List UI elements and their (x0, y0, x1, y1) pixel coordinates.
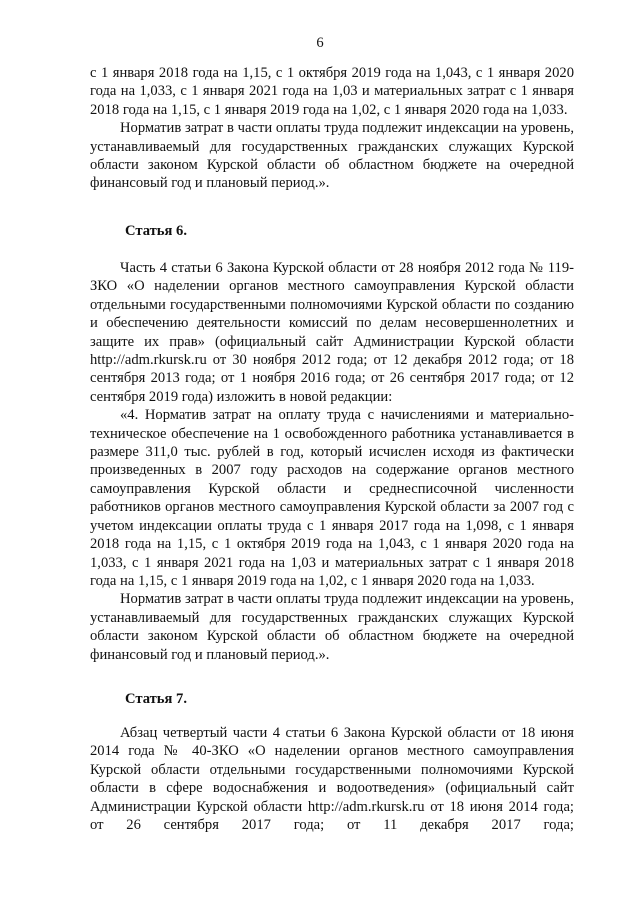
article-6-intro: Часть 4 статьи 6 Закона Курской области от 28 ноября 2012 года № 119-ЗКО «О наделении органов местного самоуправления Курской области отдельными государственными полномочиями Курской области по созданию и обеспечению деятельности комиссий по делам несовершеннолетних и защите их прав» (официальный сайт Администрации Курской области http://adm.rkursk.ru от 30 ноября 2012 года; от 12 декабря 2012 года; от 18 сентября 2013 года; от 1 ноября 2016 года; от 26 сентября 2017 года; от 12 сентября 2019 года) изложить в новой редакции: (90, 260, 574, 405)
article-7-intro: Абзац четвертый части 4 статьи 6 Закона Курской области от 18 июня 2014 года № 40-ЗКО «О наделении органов местного самоуправления Курской области отдельными государственными полномочиями Курской области в сфере водоснабжения и водоотведения» (официальный сайт Администрации Курской области http://adm.rkursk.ru от 18 июня 2014 года; от 26 сентября 2017 года; от 11 декабря 2017 года; (90, 725, 574, 834)
page-number: 6 (316, 35, 324, 51)
article-6-body (90, 259, 574, 664)
article-6-indexation-paragraph: Норматив затрат в части оплаты труда подлежит индексации на уровень, устанавливаемый для государственных гражданских служащих Курской области законом Курской области об областном бюджете на очередной финансовый год и плановый период.». (90, 591, 574, 663)
article-6-heading: Статья 6. (125, 223, 187, 239)
article-7-heading: Статья 7. (125, 691, 187, 707)
continuation-paragraph: с 1 января 2018 года на 1,15, с 1 октября 2019 года на 1,043, с 1 января 2020 года на 1,033, с 1 января 2021 года на 1,03 и материальных затрат с 1 января 2018 года на 1,15, с 1 января 2019 года на 1,02, с 1 января 2020 года на 1,033. (90, 65, 574, 118)
article-7-body (90, 724, 574, 834)
indexation-paragraph: Норматив затрат в части оплаты труда подлежит индексации на уровень, устанавливаемый для государственных гражданских служащих Курской области законом Курской области об областном бюджете на очередной финансовый год и плановый период.». (90, 120, 574, 192)
article-6-norm-paragraph: «4. Норматив затрат на оплату труда с начислениями и материально-техническое обеспечение на 1 освобожденного работника устанавливается в размере 311,0 тыс. рублей в год, который исчислен исходя из фактически произведенных в 2007 году расходов на содержание органов местного самоуправления Курской области и среднесписочной численности работников органов местного самоуправления Курской области за 2007 год с учетом индексации оплаты труда с 1 января 2017 года на 1,098, с 1 января 2018 года на 1,15, с 1 октября 2019 года на 1,043, с 1 января 2020 года на 1,033, с 1 января 2021 года на 1,03 и материальных затрат с 1 января 2018 года на 1,15, с 1 января 2019 года на 1,02, с 1 января 2020 года на 1,033. (90, 407, 574, 589)
previous-article-continuation (90, 64, 574, 193)
